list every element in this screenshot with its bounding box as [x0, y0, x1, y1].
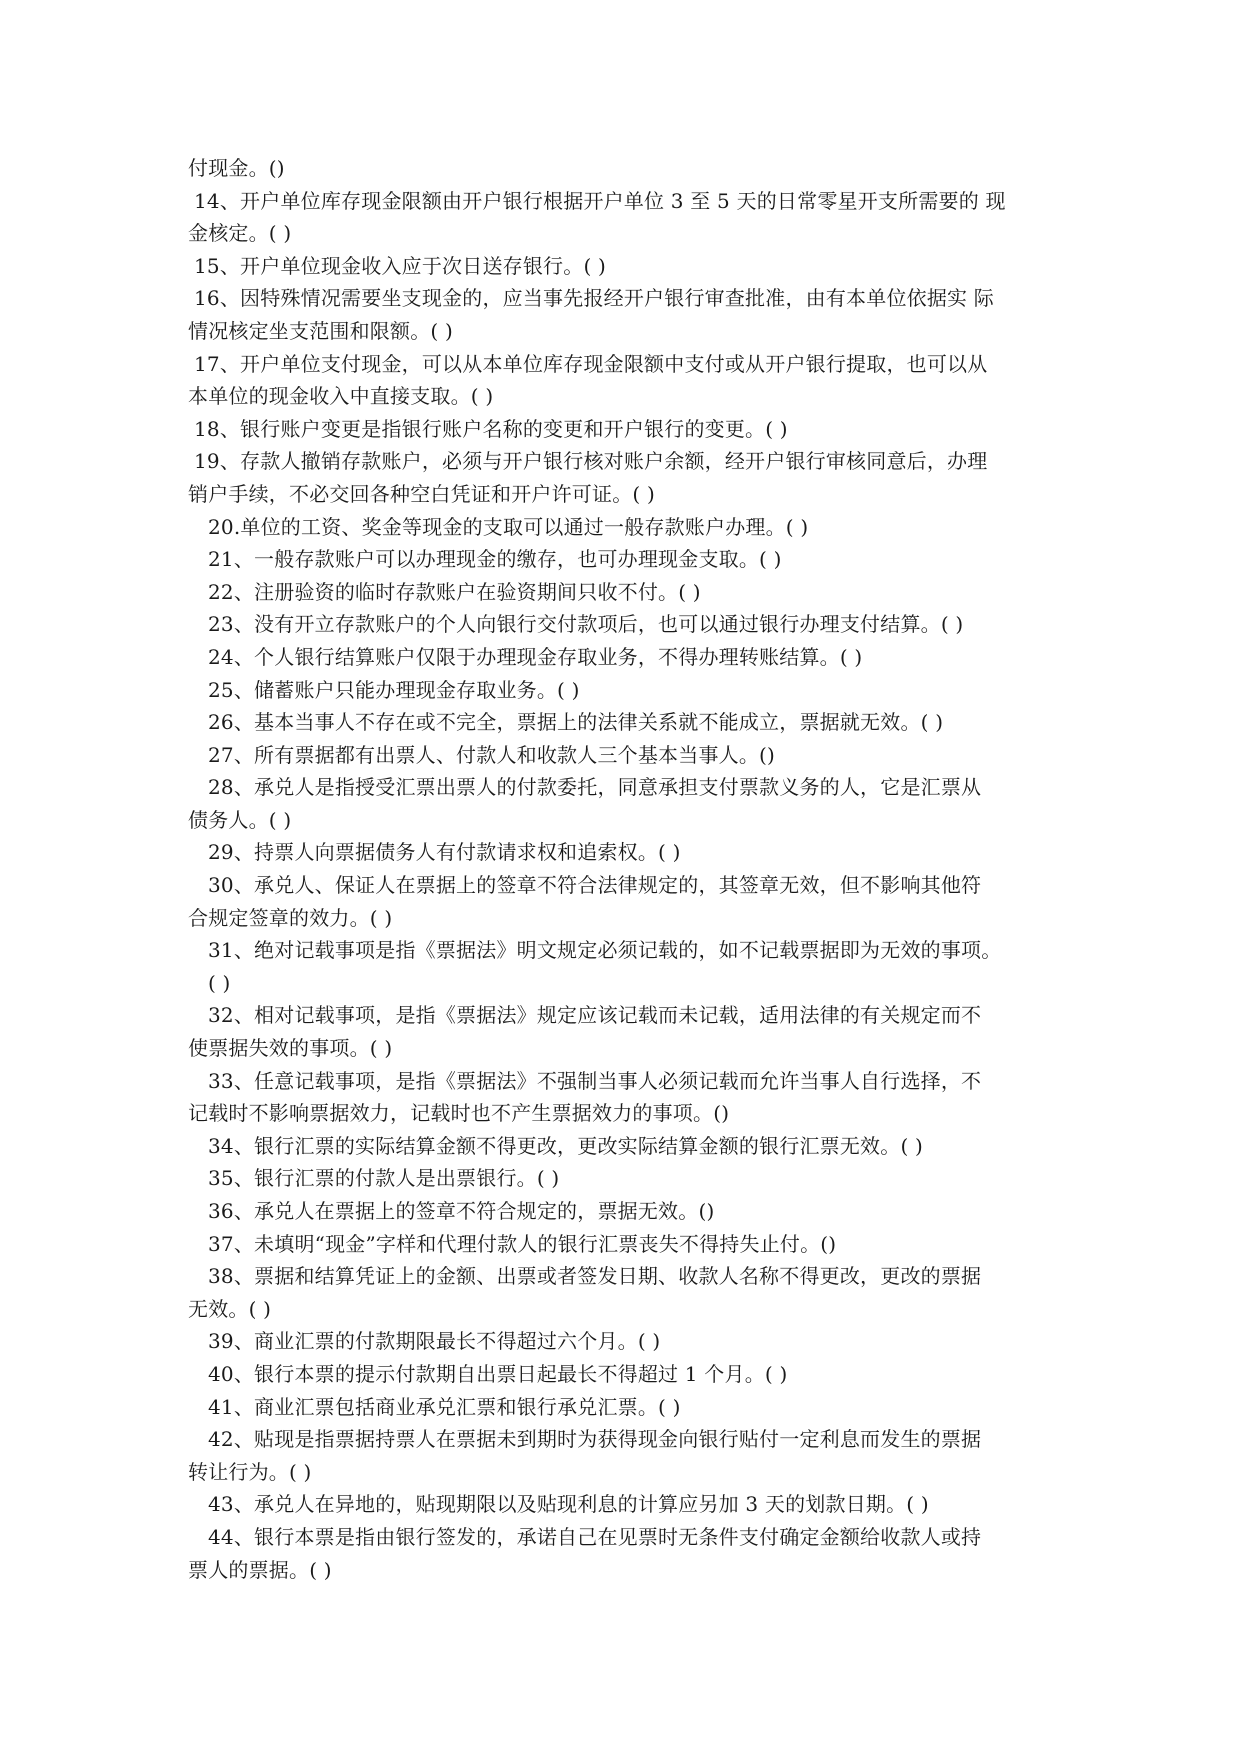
text-line: 21、一般存款账户可以办理现金的缴存，也可办理现金支取。( ) — [208, 547, 782, 572]
text-line: 33、任意记载事项，是指《票据法》不强制当事人必须记载而允许当事人自行选择，不 — [208, 1068, 982, 1093]
text-line: 43、承兑人在异地的，贴现期限以及贴现利息的计算应另加 3 天的划款日期。( ) — [208, 1492, 929, 1517]
text-line: 金核定。( ) — [188, 221, 292, 246]
text-line: 23、没有开立存款账户的个人向银行交付款项后，也可以通过银行办理支付结算。( ) — [208, 612, 964, 637]
text-line: 合规定签章的效力。( ) — [188, 905, 393, 930]
text-line: ( ) — [208, 970, 231, 995]
text-line: 14、开户单位库存现金限额由开户银行根据开户单位 3 至 5 天的日常零星开支所需要的 现 — [194, 188, 1006, 213]
text-line: 30、承兑人、保证人在票据上的签章不符合法律规定的，其签章无效，但不影响其他符 — [208, 873, 982, 898]
text-line: 票人的票据。( ) — [188, 1557, 332, 1582]
text-line: 42、贴现是指票据持票人在票据未到期时为获得现金向银行贴付一定利息而发生的票据 — [208, 1427, 982, 1452]
text-line: 记载时不影响票据效力，记载时也不产生票据效力的事项。() — [188, 1101, 730, 1126]
text-line: 36、承兑人在票据上的签章不符合规定的，票据无效。() — [208, 1199, 715, 1223]
text-line: 39、商业汇票的付款期限最长不得超过六个月。( ) — [208, 1329, 661, 1354]
text-line: 27、所有票据都有出票人、付款人和收款人三个基本当事人。() — [208, 742, 776, 767]
text-line: 16、因特殊情况需要坐支现金的，应当事先报经开户银行审查批准，由有本单位依据实 际 — [194, 286, 995, 311]
text-line: 32、相对记载事项，是指《票据法》规定应该记载而未记载，适用法律的有关规定而不 — [208, 1003, 982, 1028]
text-line: 情况核定坐支范围和限额。( ) — [188, 318, 453, 343]
text-line: 使票据失效的事项。( ) — [188, 1036, 393, 1061]
text-line: 销户手续，不必交回各种空白凭证和开户许可证。( ) — [188, 481, 655, 506]
text-line: 31、绝对记载事项是指《票据法》明文规定必须记载的，如不记载票据即为无效的事项。 — [208, 938, 1002, 963]
text-line: 38、票据和结算凭证上的金额、出票或者签发日期、收款人名称不得更改，更改的票据 — [208, 1264, 982, 1289]
text-line: 35、银行汇票的付款人是出票银行。( ) — [208, 1166, 560, 1191]
text-line: 22、注册验资的临时存款账户在验资期间只收不付。( ) — [208, 579, 701, 604]
text-line: 19、存款人撤销存款账户，必须与开户银行核对账户余额，经开户银行审核同意后，办理 — [194, 449, 988, 474]
text-line: 转让行为。( ) — [188, 1459, 312, 1484]
question-list — [188, 152, 1068, 1586]
text-line: 28、承兑人是指授受汇票出票人的付款委托，同意承担支付票款义务的人，它是汇票从 — [208, 775, 982, 800]
text-line: 本单位的现金收入中直接支取。( ) — [188, 384, 494, 409]
text-line: 18、银行账户变更是指银行账户名称的变更和开户银行的变更。( ) — [194, 416, 788, 441]
text-line: 15、开户单位现金收入应于次日送存银行。( ) — [194, 253, 607, 278]
text-line: 24、个人银行结算账户仅限于办理现金存取业务，不得办理转账结算。( ) — [208, 644, 863, 669]
text-line: 44、银行本票是指由银行签发的，承诺自己在见票时无条件支付确定金额给收款人或持 — [208, 1524, 982, 1549]
text-line: 25、储蓄账户只能办理现金存取业务。( ) — [208, 677, 580, 702]
text-line: 40、银行本票的提示付款期自出票日起最长不得超过 1 个月。( ) — [208, 1361, 788, 1386]
text-line: 20.单位的工资、奖金等现金的支取可以通过一般存款账户办理。( ) — [208, 514, 809, 539]
text-line: 34、银行汇票的实际结算金额不得更改，更改实际结算金额的银行汇票无效。( ) — [208, 1133, 924, 1158]
text-line: 无效。( ) — [188, 1296, 272, 1321]
text-line: 26、基本当事人不存在或不完全，票据上的法律关系就不能成立，票据就无效。( ) — [208, 710, 944, 735]
text-line: 29、持票人向票据债务人有付款请求权和追索权。( ) — [208, 840, 681, 865]
text-line: 41、商业汇票包括商业承兑汇票和银行承兑汇票。( ) — [208, 1394, 681, 1419]
text-line: 付现金。() — [188, 156, 285, 180]
text-line: 17、开户单位支付现金，可以从本单位库存现金限额中支付或从开户银行提取，也可以从 — [194, 351, 988, 376]
text-line: 37、未填明“现金”字样和代理付款人的银行汇票丧失不得持失止付。() — [208, 1231, 837, 1256]
text-line: 债务人。( ) — [188, 807, 292, 832]
